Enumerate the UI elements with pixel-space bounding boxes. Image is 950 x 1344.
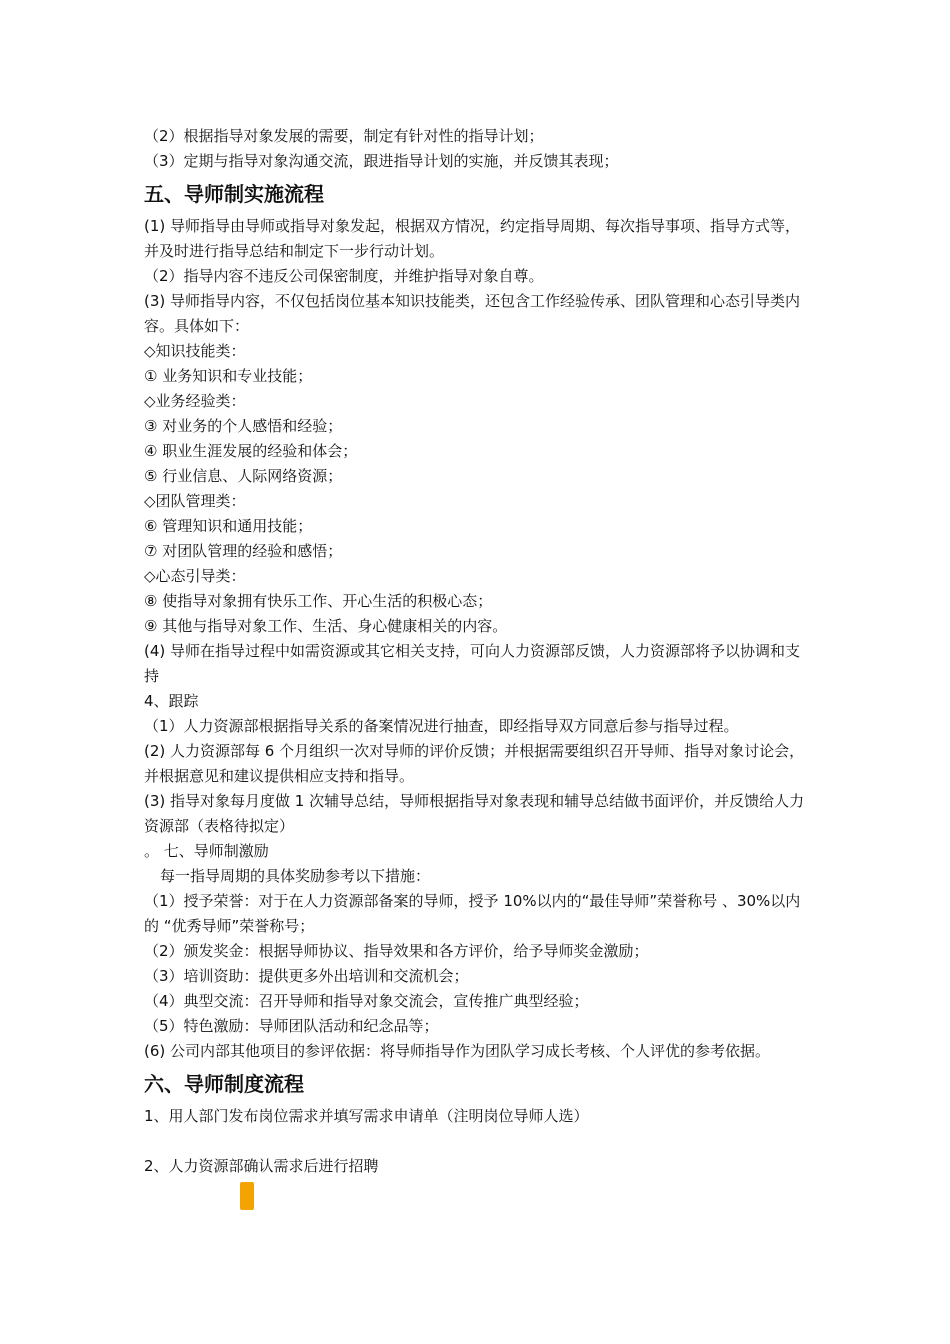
list-item: （4）典型交流：召开导师和指导对象交流会，宣传推广典型经验； — [144, 992, 589, 1010]
list-item: ⑦ 对团队管理的经验和感悟； — [144, 542, 343, 560]
list-item: ① 业务知识和专业技能； — [144, 367, 313, 385]
list-item: ⑧ 使指导对象拥有快乐工作、开心生活的积极心态； — [144, 592, 493, 610]
list-item: ④ 职业生涯发展的经验和体会； — [144, 442, 358, 460]
list-item: （2）颁发奖金：根据导师协议、指导效果和各方评价，给予导师奖金激励； — [144, 942, 649, 960]
paragraph: (4) 导师在指导过程中如需资源或其它相关支持，可向人力资源部反馈，人力资源部将予以协调和支持 — [144, 642, 801, 685]
list-item: （3）培训资助：提供更多外出培训和交流机会； — [144, 967, 469, 985]
list-item: ⑥ 管理知识和通用技能； — [144, 517, 313, 535]
section-heading-5: 五、导师制实施流程 — [144, 182, 324, 206]
paragraph: 每一指导周期的具体奖励参考以下措施： — [160, 867, 431, 885]
subsection-title: 。 七、导师制激励 — [144, 842, 269, 860]
text-line: （3）定期与指导对象沟通交流，跟进指导计划的实施，并反馈其表现； — [144, 152, 619, 170]
text-line: （2）根据指导对象发展的需要，制定有针对性的指导计划； — [144, 127, 544, 145]
step-item: 2、人力资源部确认需求后进行招聘 — [144, 1157, 379, 1175]
list-item: ◇团队管理类： — [144, 492, 246, 510]
list-item: (6) 公司内部其他项目的参评依据：将导师指导作为团队学习成长考核、个人评优的参考依据。 — [144, 1042, 771, 1060]
list-item: ◇业务经验类： — [144, 392, 246, 410]
list-item: ⑨ 其他与指导对象工作、生活、身心健康相关的内容。 — [144, 617, 508, 635]
paragraph: （2）指导内容不违反公司保密制度，并维护指导对象自尊。 — [144, 267, 544, 285]
step-item: 1、用人部门发布岗位需求并填写需求申请单（注明岗位导师人选） — [144, 1107, 589, 1125]
paragraph: （1）人力资源部根据指导关系的备案情况进行抽查，即经指导双方同意后参与指导过程。 — [144, 717, 739, 735]
list-item: ⑤ 行业信息、人际网络资源； — [144, 467, 343, 485]
text-cursor-marker — [240, 1182, 254, 1210]
subsection-title: 4、跟踪 — [144, 692, 199, 710]
list-item: （1）授予荣誉：对于在人力资源部备案的导师，授予 10%以内的“最佳导师”荣誉称号 、30%以内的 “优秀导师”荣誉称号； — [144, 892, 801, 935]
document-page — [144, 124, 814, 1179]
list-item: ③ 对业务的个人感悟和经验； — [144, 417, 343, 435]
list-item: （5）特色激励：导师团队活动和纪念品等； — [144, 1017, 439, 1035]
paragraph: (2) 人力资源部每 6 个月组织一次对导师的评价反馈；并根据需要组织召开导师、指导对象讨论会，并根据意见和建议提供相应支持和指导。 — [144, 742, 805, 785]
paragraph: (3) 指导对象每月度做 1 次辅导总结，导师根据指导对象表现和辅导总结做书面评价，并反馈给人力资源部（表格待拟定） — [144, 792, 805, 835]
paragraph: (1) 导师指导由导师或指导对象发起，根据双方情况，约定指导周期、每次指导事项、指导方式等，并及时进行指导总结和制定下一步行动计划。 — [144, 217, 801, 260]
paragraph: (3) 导师指导内容，不仅包括岗位基本知识技能类，还包含工作经验传承、团队管理和心态引导类内容。具体如下： — [144, 292, 801, 335]
list-item: ◇心态引导类： — [144, 567, 246, 585]
list-item: ◇知识技能类： — [144, 342, 246, 360]
section-heading-6: 六、导师制度流程 — [144, 1072, 304, 1096]
